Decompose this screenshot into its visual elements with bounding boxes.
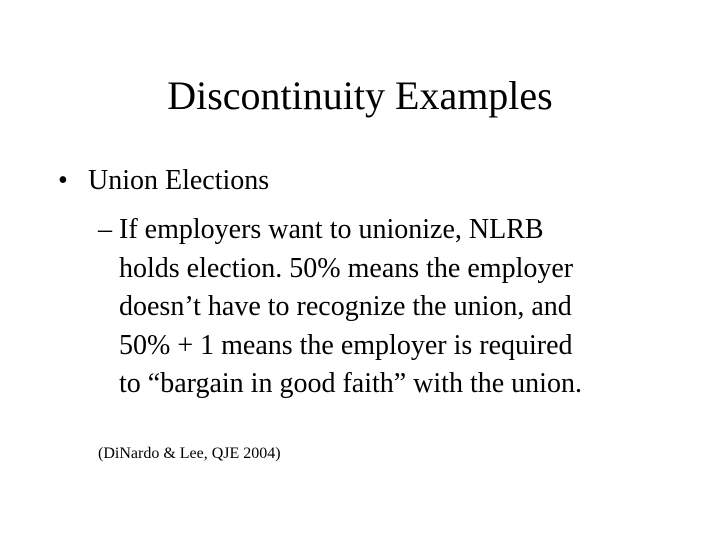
- bullet-text: Union Elections: [88, 165, 270, 196]
- sub-bullet-line: to “bargain in good faith” with the union.: [119, 368, 582, 399]
- sub-bullet-nlrb-election: [98, 211, 582, 404]
- sub-bullet-line: holds election. 50% means the employer: [119, 252, 574, 284]
- slide-title: Discontinuity Examples: [167, 73, 553, 118]
- citation: (DiNardo & Lee, QJE 2004): [98, 445, 281, 462]
- bullet-item-union-elections: [58, 163, 269, 199]
- bullet-marker: •: [58, 165, 68, 196]
- sub-bullet-line: doesn’t have to recognize the union, and: [119, 291, 572, 322]
- sub-bullet-line: – If employers want to unionize, NLRB: [98, 214, 544, 245]
- sub-bullet-line: 50% + 1 means the employer is required: [119, 329, 573, 361]
